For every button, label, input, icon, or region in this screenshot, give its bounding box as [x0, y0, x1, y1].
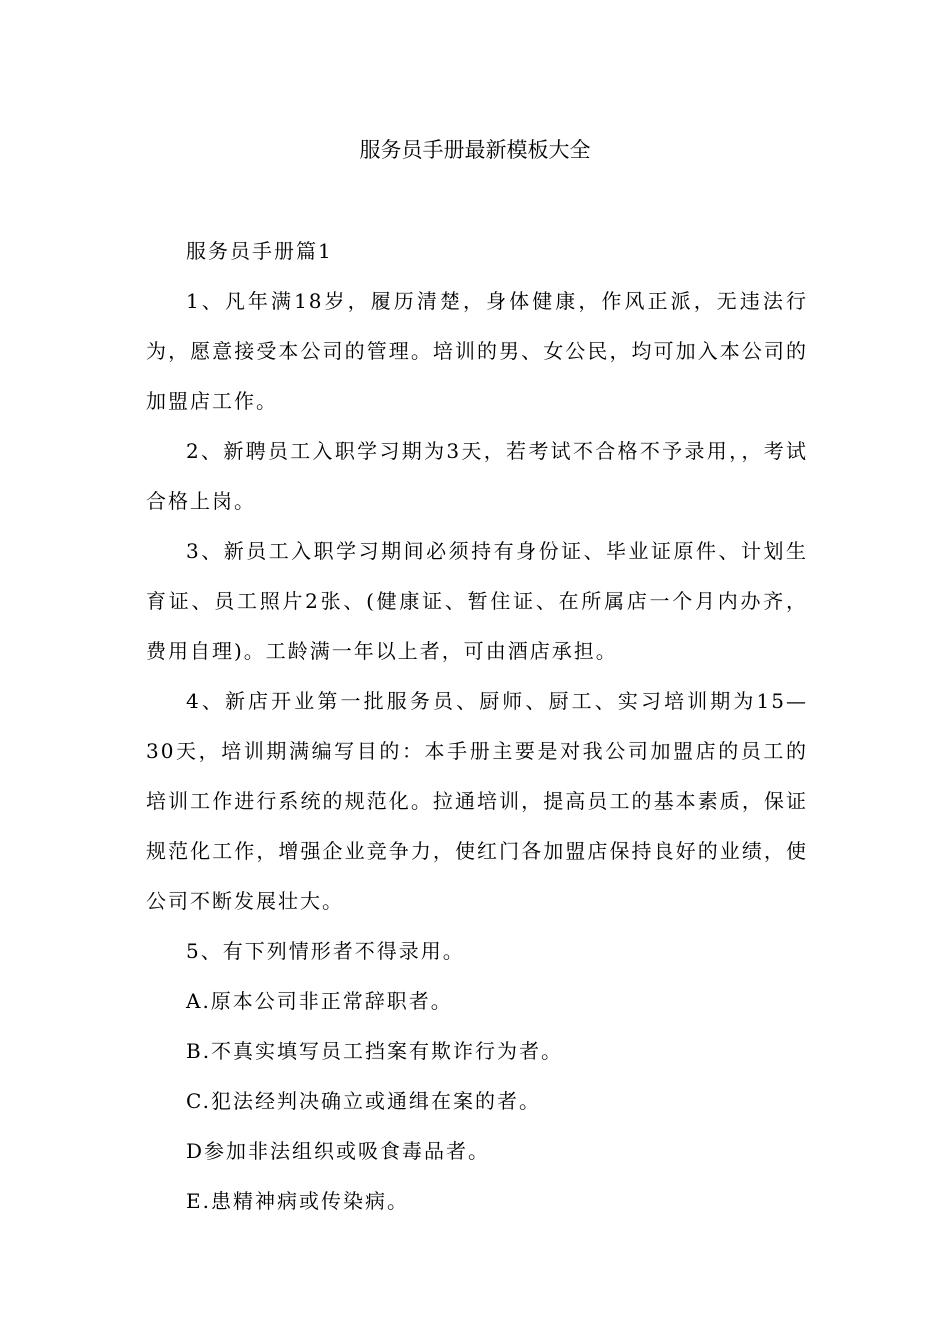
- list-item-e: E.患精神病或传染病。: [186, 1189, 409, 1213]
- list-item-b: B.不真实填写员工挡案有欺诈行为者。: [186, 1039, 564, 1063]
- list-item-c: C.犯法经判决确立或通缉在案的者。: [186, 1089, 541, 1113]
- paragraph-1: 1、凡年满18岁，履历清楚，身体健康，作风正派，无违法行为，愿意接受本公司的管理。培训的男、女公民，均可加入本公司的加盟店工作。: [146, 289, 808, 413]
- paragraph-4: 4、新店开业第一批服务员、厨师、厨工、实习培训期为15—30天，培训期满编写目的：本手册主要是对我公司加盟店的员工的培训工作进行系统的规范化。拉通培训，提高员工的基本素质，保证规范化工作，增强企业竞争力，使红门各加盟店保持良好的业绩，使公司不断发展壮大。: [146, 689, 808, 913]
- list-item-a: A.原本公司非正常辞职者。: [186, 989, 453, 1013]
- paragraph-2: 2、新聘员工入职学习期为3天，若考试不合格不予录用，，考试合格上岗。: [146, 439, 808, 513]
- document-body: [146, 226, 808, 1226]
- document-title: 服务员手册最新模板大全: [359, 138, 591, 162]
- paragraph-3: 3、新员工入职学习期间必须持有身份证、毕业证原件、计划生育证、员工照片2张、(健康证、暂住证、在所属店一个月内办齐，费用自理)。工龄满一年以上者，可由酒店承担。: [146, 539, 808, 663]
- paragraph-5: 5、有下列情形者不得录用。: [186, 939, 465, 963]
- list-item-d: D参加非法组织或吸食毒品者。: [186, 1139, 491, 1163]
- section-heading: 服务员手册篇1: [186, 239, 333, 263]
